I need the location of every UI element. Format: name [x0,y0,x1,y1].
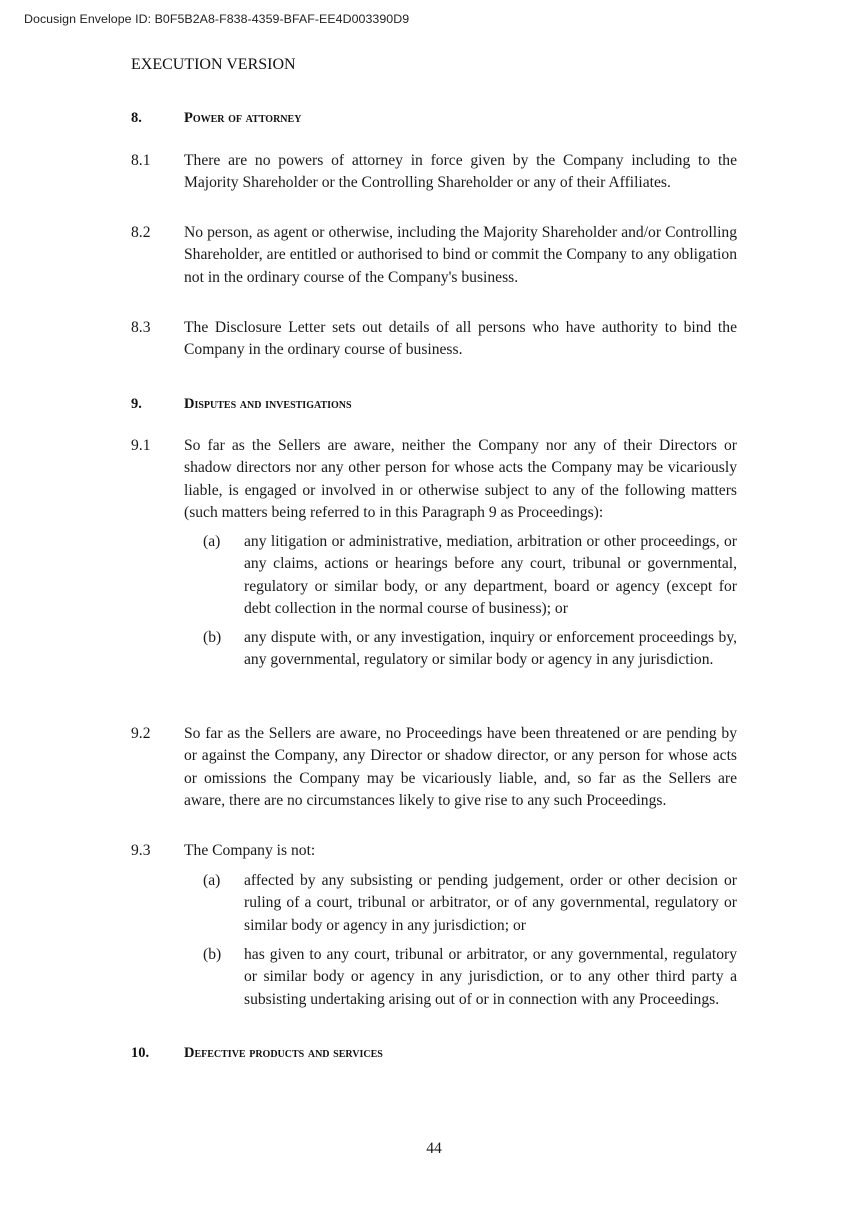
subclause-label: (b) [203,946,222,963]
subclause-label: (a) [203,872,221,889]
section-title: Disputes and investigations [184,396,352,412]
section-number: 9. [131,396,142,412]
section-title: Defective products and services [184,1045,383,1061]
subclause-text: has given to any court, tribunal or arbitrator, or any governmental, regulatory or similar body or agency in any jurisdiction, or to any other third party a subsisting undertaking arising out of or in connection with any Proceedings. [244,946,737,1008]
clause-text: So far as the Sellers are aware, neither the Company nor any of their Directors or shadow directors nor any other person for whose acts the Company may be vicariously liable, is engaged or involved in or otherwise subject to any of the following matters (such matters being referred to in this Paragraph 9 as Proceedings): [184,437,737,521]
clause-text: There are no powers of attorney in force given by the Company including to the Majority Shareholder or the Controlling Shareholder or any of their Affiliates. [184,152,737,192]
clause-8-2 [131,222,737,289]
clause-9-1 [131,435,737,524]
section-number: 10. [131,1045,150,1061]
subclause-text: affected by any subsisting or pending judgement, order or other decision or ruling of a court, tribunal or arbitrator, or of any governmental, regulatory or similar body or agency in any jurisdiction; or [244,872,737,934]
clause-number: 9.1 [131,437,151,454]
subclause-9-3-b [203,944,737,1011]
clause-text: So far as the Sellers are aware, no Proceedings have been threatened or are pending by or against the Company, any Director or shadow director, or any person for whose acts or omissions the Company may be vicariously liable, and, so far as the Sellers are aware, there are no circumstances likely to give rise to any such Proceedings. [184,725,737,809]
section-title: Power of attorney [184,110,302,126]
clause-8-3 [131,317,737,362]
subclause-label: (b) [203,629,222,646]
clause-number: 8.1 [131,152,151,169]
clause-text: The Disclosure Letter sets out details of all persons who have authority to bind the Company in the ordinary course of business. [184,319,737,359]
subclause-text: any litigation or administrative, mediation, arbitration or other proceedings, or any claims, actions or hearings before any court, tribunal or governmental, regulatory or similar body, or any department, board or agency (except for debt collection in the normal course of business); or [244,533,737,617]
execution-version-label: EXECUTION VERSION [131,56,296,73]
clause-number: 8.2 [131,224,151,241]
subclause-9-1-b [203,627,737,672]
clause-text: The Company is not: [184,842,316,859]
subclause-text: any dispute with, or any investigation, inquiry or enforcement proceedings by, any governmental, regulatory or similar body or agency in any jurisdiction. [244,629,737,669]
clause-9-2 [131,723,737,812]
clause-number: 9.2 [131,725,151,742]
clause-number: 9.3 [131,842,151,859]
subclause-9-3-a [203,870,737,937]
docusign-envelope-id: Docusign Envelope ID: B0F5B2A8-F838-4359-BFAF-EE4D003390D9 [24,12,410,26]
clause-9-3 [131,840,737,862]
page-number: 44 [426,1140,442,1157]
clause-number: 8.3 [131,319,151,336]
clause-8-1 [131,150,737,195]
subclause-label: (a) [203,533,221,550]
section-number: 8. [131,110,142,126]
subclause-9-1-a [203,531,737,620]
clause-text: No person, as agent or otherwise, including the Majority Shareholder and/or Controlling Shareholder, are entitled or authorised to bind or commit the Company to any obligation not in the ordinary course of the Company's business. [184,224,737,286]
